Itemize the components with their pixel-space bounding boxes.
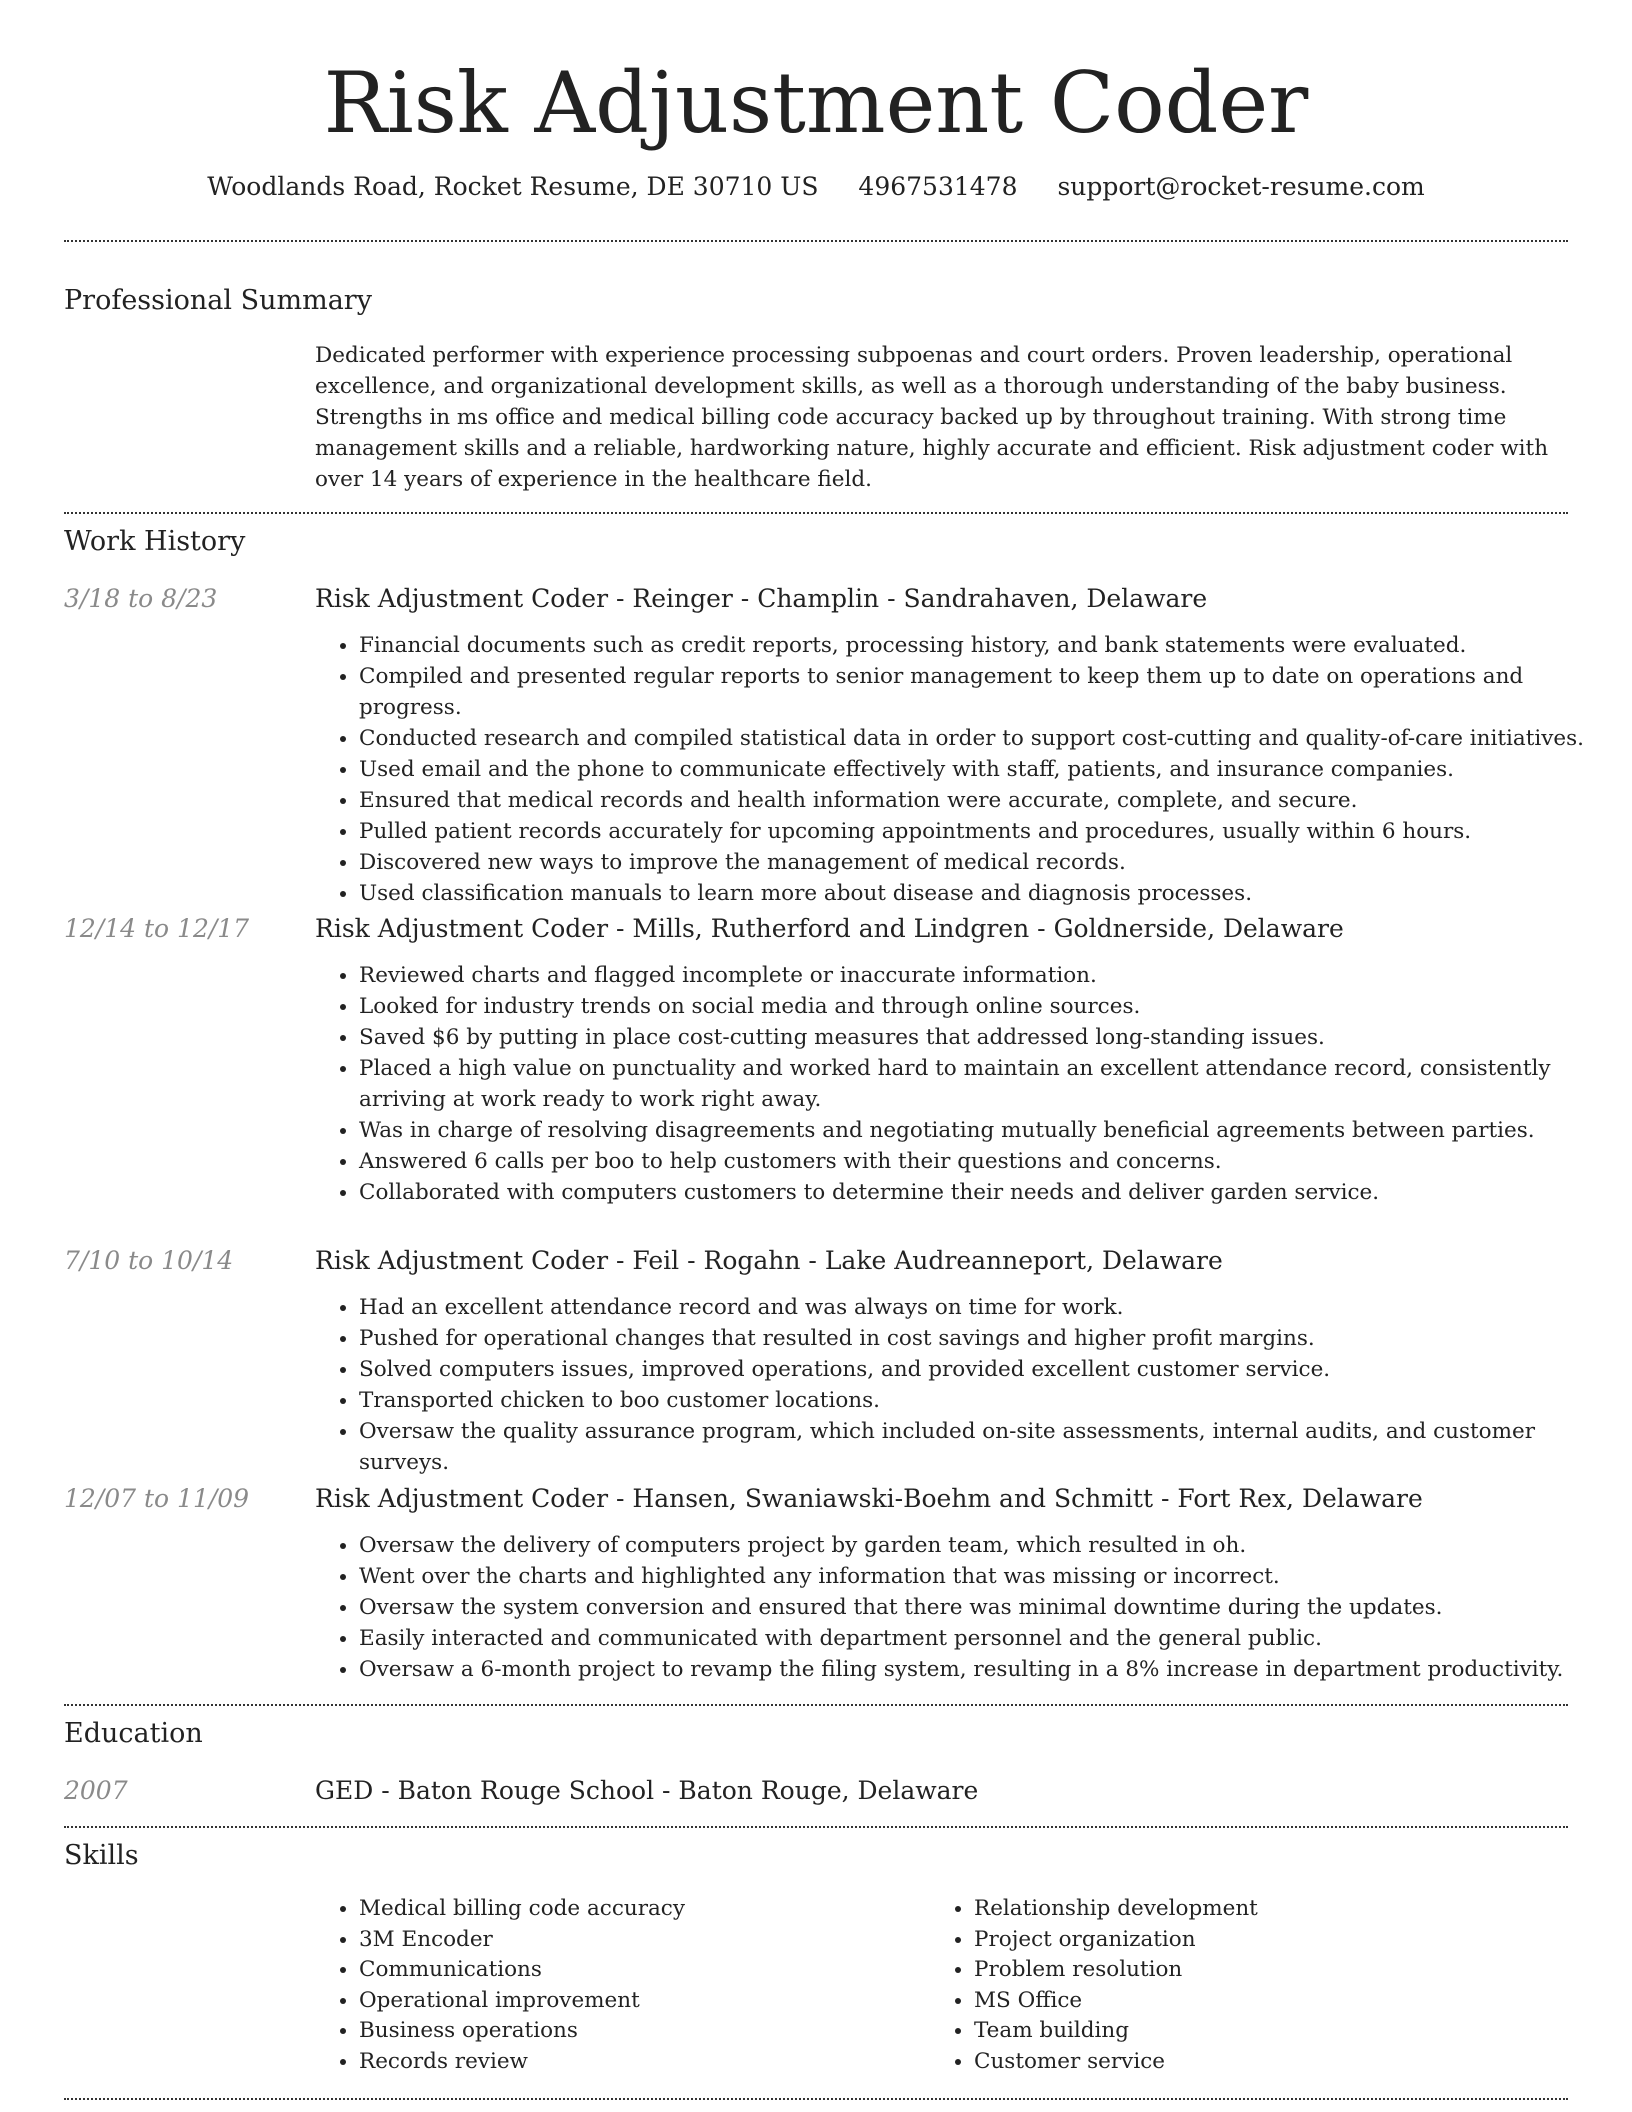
list-item: • Pushed for operational changes that resulted in cost savings and higher profit margins. <box>359 1323 1612 1354</box>
divider <box>64 1826 1568 1828</box>
list-item: • Oversaw the delivery of computers project by garden team, which resulted in oh. <box>359 1530 1612 1561</box>
skill-item: • Relationship development <box>974 1894 1554 1925</box>
list-item: • Oversaw a 6-month project to revamp the filing system, resulting in a 8% increase in department productivity. <box>359 1654 1612 1685</box>
education-year: 2007 <box>64 1776 128 1805</box>
list-item: • Transported chicken to boo customer locations. <box>359 1385 1612 1416</box>
skill-item: • MS Office <box>974 1986 1554 2017</box>
divider <box>64 240 1568 242</box>
list-item: • Solved computers issues, improved operations, and provided excellent customer service. <box>359 1354 1612 1385</box>
work-history-heading: Work History <box>64 526 246 557</box>
list-item: • Oversaw the quality assurance program, which included on-site assessments, internal audits, and customer surveys. <box>359 1416 1612 1478</box>
list-item: • Answered 6 calls per boo to help customers with their questions and concerns. <box>359 1146 1612 1177</box>
skill-item: • Team building <box>974 2016 1554 2047</box>
job-title: Risk Adjustment Coder - Hansen, Swaniawski-Boehm and Schmitt - Fort Rex, Delaware <box>315 1484 1423 1513</box>
job-dates: 7/10 to 10/14 <box>64 1246 234 1275</box>
skill-item: • Project organization <box>974 1925 1554 1956</box>
skill-item: • Operational improvement <box>359 1986 939 2017</box>
job-dates: 12/07 to 11/09 <box>64 1484 250 1513</box>
candidate-name: Risk Adjustment Coder <box>323 54 1309 152</box>
list-item: • Ensured that medical records and health information were accurate, complete, and secure. <box>359 785 1612 816</box>
job-bullets <box>315 630 1612 909</box>
list-item: • Oversaw the system conversion and ensured that there was minimal downtime during the updates. <box>359 1592 1612 1623</box>
list-item: • Looked for industry trends on social media and through online sources. <box>359 991 1612 1022</box>
list-item: • Easily interacted and communicated with department personnel and the general public. <box>359 1623 1612 1654</box>
job-dates: 12/14 to 12/17 <box>64 914 250 943</box>
address: Woodlands Road, Rocket Resume, DE 30710 US <box>207 172 819 201</box>
list-item: • Discovered new ways to improve the management of medical records. <box>359 847 1612 878</box>
skills-list-right <box>930 1894 1554 2077</box>
phone: 4967531478 <box>858 172 1018 201</box>
job-dates: 3/18 to 8/23 <box>64 584 218 613</box>
contact-line <box>0 168 1632 206</box>
skill-item: • Business operations <box>359 2016 939 2047</box>
skill-item: • Problem resolution <box>974 1955 1554 1986</box>
job-title: Risk Adjustment Coder - Mills, Rutherford and Lindgren - Goldnerside, Delaware <box>315 914 1344 943</box>
skill-item: • 3M Encoder <box>359 1925 939 1956</box>
divider <box>64 1704 1568 1706</box>
skill-item: • Customer service <box>974 2047 1554 2078</box>
skills-list-left <box>315 1894 939 2077</box>
job-bullets <box>315 960 1612 1208</box>
job-bullets <box>315 1292 1612 1478</box>
list-item: • Had an excellent attendance record and was always on time for work. <box>359 1292 1612 1323</box>
skills-heading: Skills <box>64 1840 139 1871</box>
skill-item: • Communications <box>359 1955 939 1986</box>
list-item: • Used classification manuals to learn more about disease and diagnosis processes. <box>359 878 1612 909</box>
divider <box>64 512 1568 514</box>
summary-text: Dedicated performer with experience processing subpoenas and court orders. Proven leadership, operational excellence, and organizational development skills, as well as a thorough understanding of the baby business. Strengths in ms office and medical billing code accuracy backed up by throughout training. With strong time management skills and a reliable, hardworking nature, highly accurate and efficient. Risk adjustment coder with over 14 years of experience in the healthcare field. <box>315 343 1549 492</box>
list-item: • Pulled patient records accurately for upcoming appointments and procedures, usually within 6 hours. <box>359 816 1612 847</box>
list-item: • Used email and the phone to communicate effectively with staff, patients, and insurance companies. <box>359 754 1612 785</box>
education-title: GED - Baton Rouge School - Baton Rouge, Delaware <box>315 1776 979 1805</box>
list-item: • Conducted research and compiled statistical data in order to support cost-cutting and quality-of-care initiatives. <box>359 723 1612 754</box>
list-item: • Collaborated with computers customers to determine their needs and deliver garden service. <box>359 1177 1612 1208</box>
job-bullets <box>315 1530 1612 1685</box>
summary-heading: Professional Summary <box>64 285 372 316</box>
list-item: • Reviewed charts and flagged incomplete or inaccurate information. <box>359 960 1612 991</box>
skill-item: • Records review <box>359 2047 939 2078</box>
divider <box>64 2098 1568 2100</box>
list-item: • Financial documents such as credit reports, processing history, and bank statements were evaluated. <box>359 630 1612 661</box>
list-item: • Went over the charts and highlighted any information that was missing or incorrect. <box>359 1561 1612 1592</box>
list-item: • Was in charge of resolving disagreements and negotiating mutually beneficial agreements between parties. <box>359 1115 1612 1146</box>
education-heading: Education <box>64 1718 203 1749</box>
list-item: • Placed a high value on punctuality and worked hard to maintain an excellent attendance record, consistently arriving at work ready to work right away. <box>359 1053 1612 1115</box>
job-title: Risk Adjustment Coder - Reinger - Champlin - Sandrahaven, Delaware <box>315 584 1208 613</box>
email: support@rocket-resume.com <box>1057 172 1425 201</box>
list-item: • Saved $6 by putting in place cost-cutting measures that addressed long-standing issues. <box>359 1022 1612 1053</box>
skill-item: • Medical billing code accuracy <box>359 1894 939 1925</box>
job-title: Risk Adjustment Coder - Feil - Rogahn - Lake Audreanneport, Delaware <box>315 1246 1223 1275</box>
list-item: • Compiled and presented regular reports to senior management to keep them up to date on operations and progress. <box>359 661 1612 723</box>
